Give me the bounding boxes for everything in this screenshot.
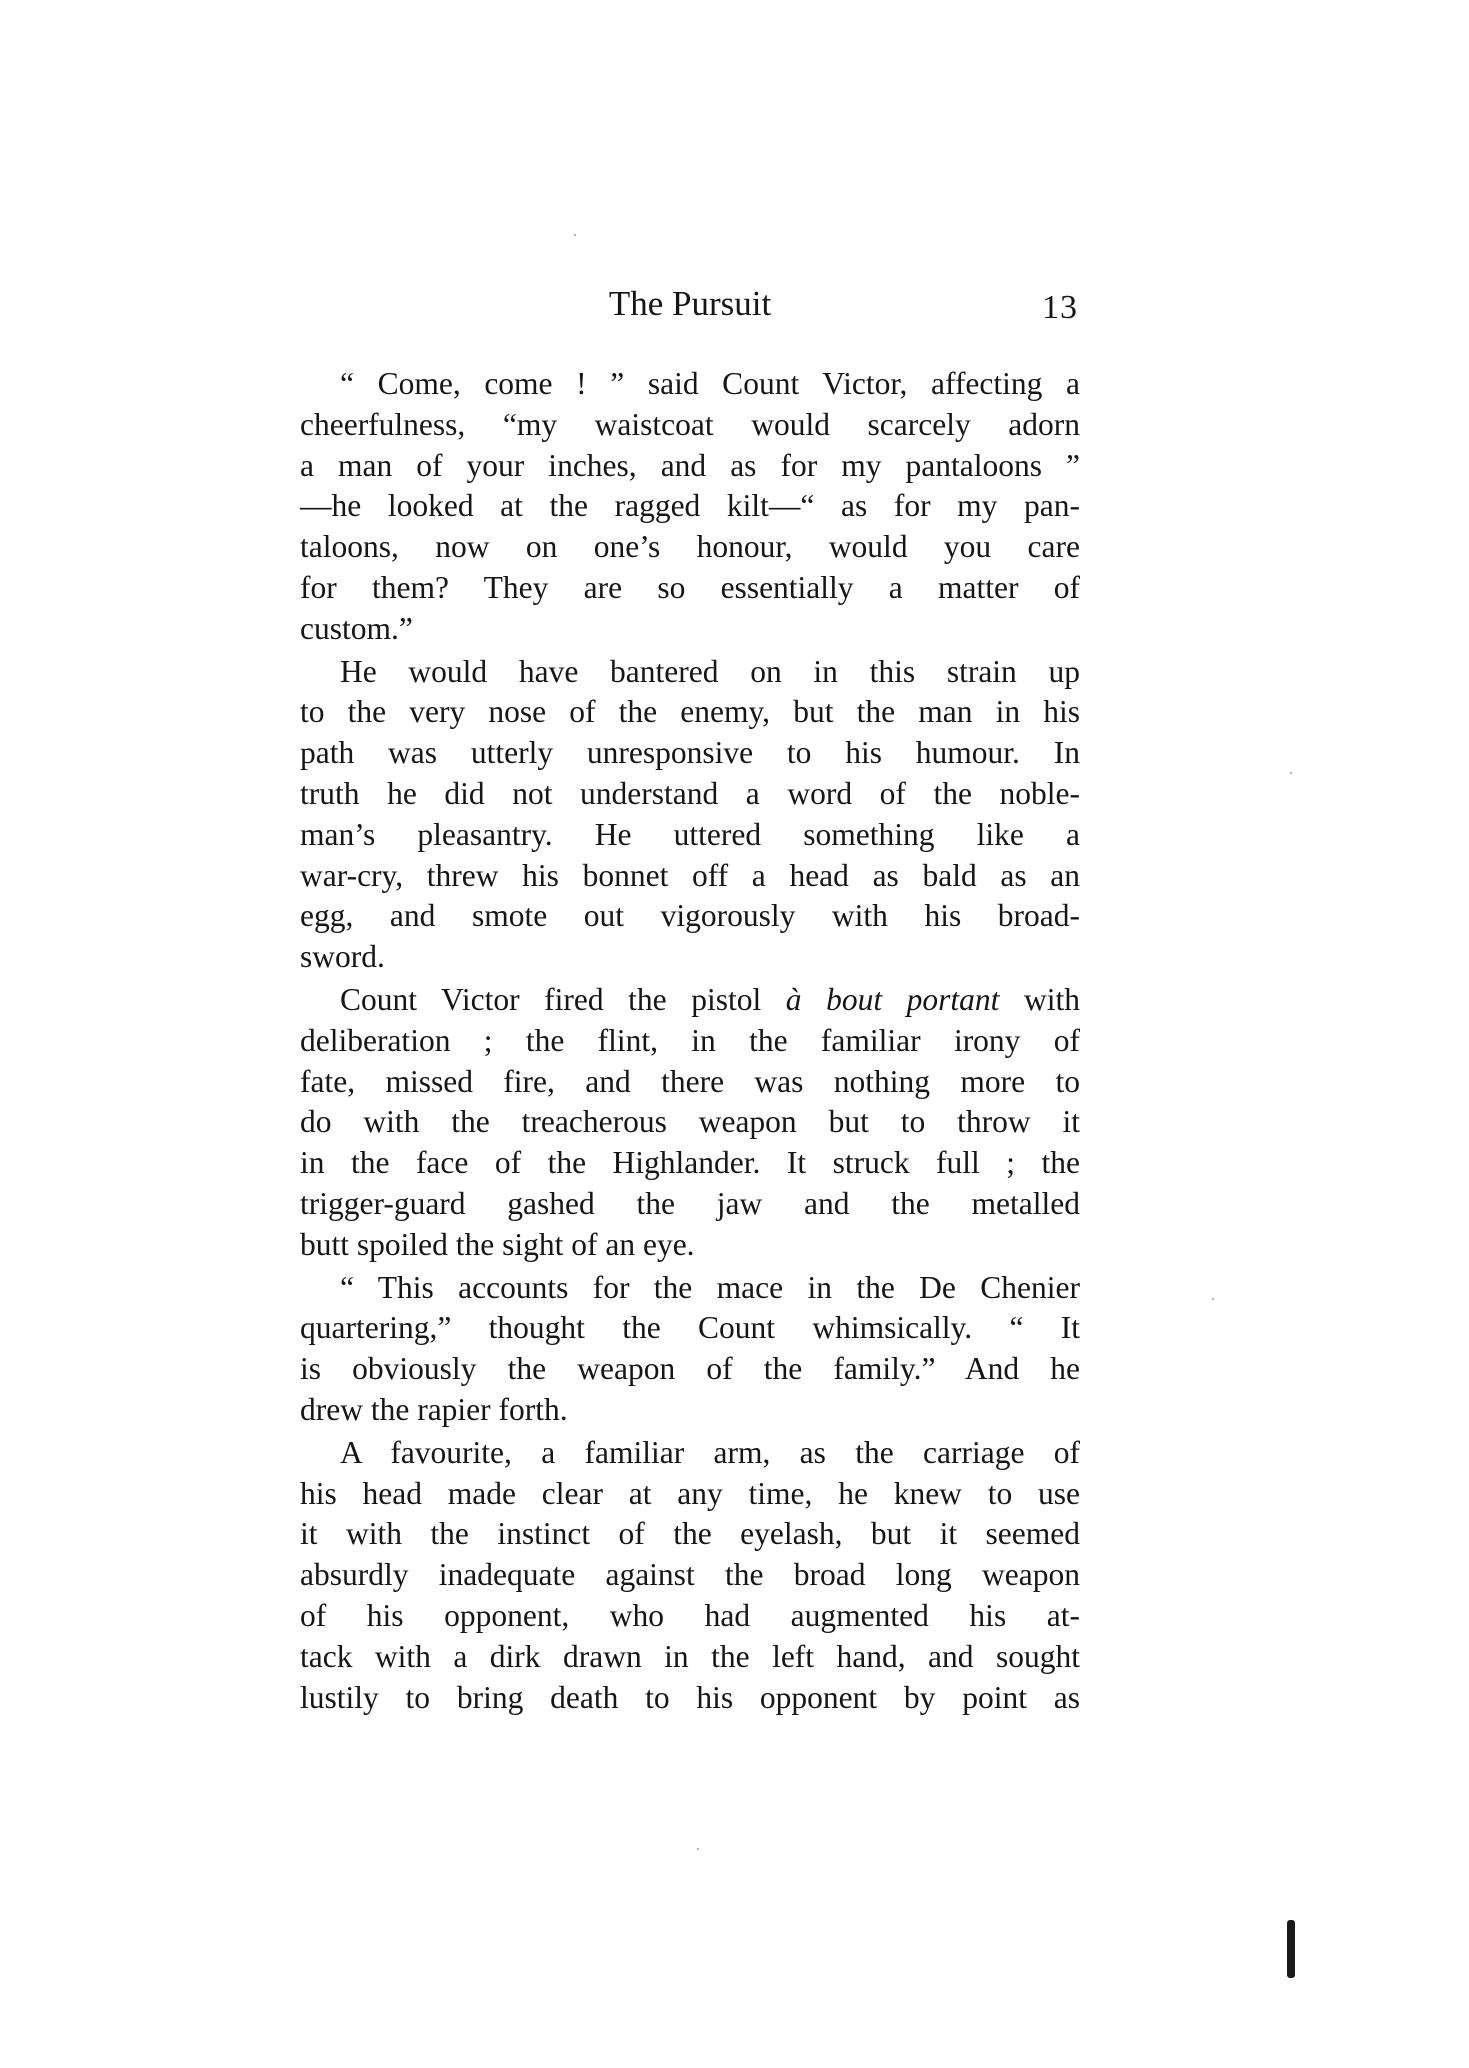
running-title: The Pursuit [608, 284, 772, 323]
body-text [300, 364, 1080, 1718]
text-line: in the face of the Highlander. It struck full ; the [300, 1145, 1080, 1181]
text-line: —he looked at the ragged kilt—“ as for my pan- [300, 488, 1080, 524]
text-line: a man of your inches, and as for my pantaloons ” [300, 447, 1080, 483]
text-line: man’s pleasantry. He uttered something like a [300, 816, 1080, 852]
text-line: absurdly inadequate against the broad long weapon [300, 1557, 1080, 1593]
paragraph-1 [300, 364, 1080, 650]
text-line: sword. [300, 939, 385, 975]
paragraph-2 [300, 652, 1080, 978]
text-line: egg, and smote out vigorously with his broad- [300, 898, 1080, 934]
text-line: butt spoiled the sight of an eye. [300, 1226, 695, 1262]
text-line: war-cry, threw his bonnet off a head as bald as an [300, 857, 1080, 893]
text-line: He would have bantered on in this strain up [340, 653, 1080, 689]
text-line: truth he did not understand a word of the noble- [300, 775, 1080, 811]
text-line: it with the instinct of the eyelash, but it seemed [300, 1516, 1080, 1552]
text-line: drew the rapier forth. [300, 1391, 568, 1427]
text-line: Count Victor fired the pistol à bout portant with [340, 981, 1080, 1017]
paragraph-4 [300, 1268, 1080, 1431]
text-line: path was utterly unresponsive to his humour. In [300, 735, 1080, 771]
text-line: trigger-guard gashed the jaw and the metalled [300, 1185, 1080, 1221]
text-line: “ This accounts for the mace in the De Chenier [340, 1269, 1080, 1305]
text-line: taloons, now on one’s honour, would you care [300, 529, 1080, 565]
text-line: “ Come, come ! ” said Count Victor, affecting a [340, 366, 1080, 401]
text-line: to the very nose of the enemy, but the man in his [300, 694, 1080, 730]
text-line: lustily to bring death to his opponent by point as [300, 1679, 1080, 1715]
text-line: his head made clear at any time, he knew to use [300, 1475, 1080, 1511]
text-line: A favourite, a familiar arm, as the carriage of [340, 1434, 1080, 1470]
page-header [300, 282, 1080, 334]
text-line: is obviously the weapon of the family.” And he [300, 1351, 1080, 1387]
paragraph-3 [300, 980, 1080, 1266]
paragraph-5 [300, 1433, 1080, 1719]
text-line: for them? They are so essentially a matter of [300, 569, 1080, 605]
scan-dust [1212, 1298, 1214, 1300]
scan-dust [574, 234, 576, 236]
text-line: do with the treacherous weapon but to throw it [300, 1104, 1080, 1140]
text-line: cheerfulness, “my waistcoat would scarcely adorn [300, 406, 1080, 442]
page-number: 13 [1042, 289, 1078, 326]
text-line: tack with a dirk drawn in the left hand, and sought [300, 1638, 1080, 1674]
text-line: custom.” [300, 610, 413, 646]
text-line: deliberation ; the flint, in the familiar irony of [300, 1022, 1080, 1058]
text-line: fate, missed fire, and there was nothing more to [300, 1063, 1080, 1099]
italic-phrase: à bout portant [785, 981, 1000, 1017]
scan-dust [697, 1848, 699, 1850]
scan-dust [1290, 772, 1292, 774]
text-line: of his opponent, who had augmented his at- [300, 1597, 1080, 1633]
text-line: quartering,” thought the Count whimsically. “ It [300, 1310, 1080, 1346]
scan-mark [1287, 1920, 1295, 1978]
